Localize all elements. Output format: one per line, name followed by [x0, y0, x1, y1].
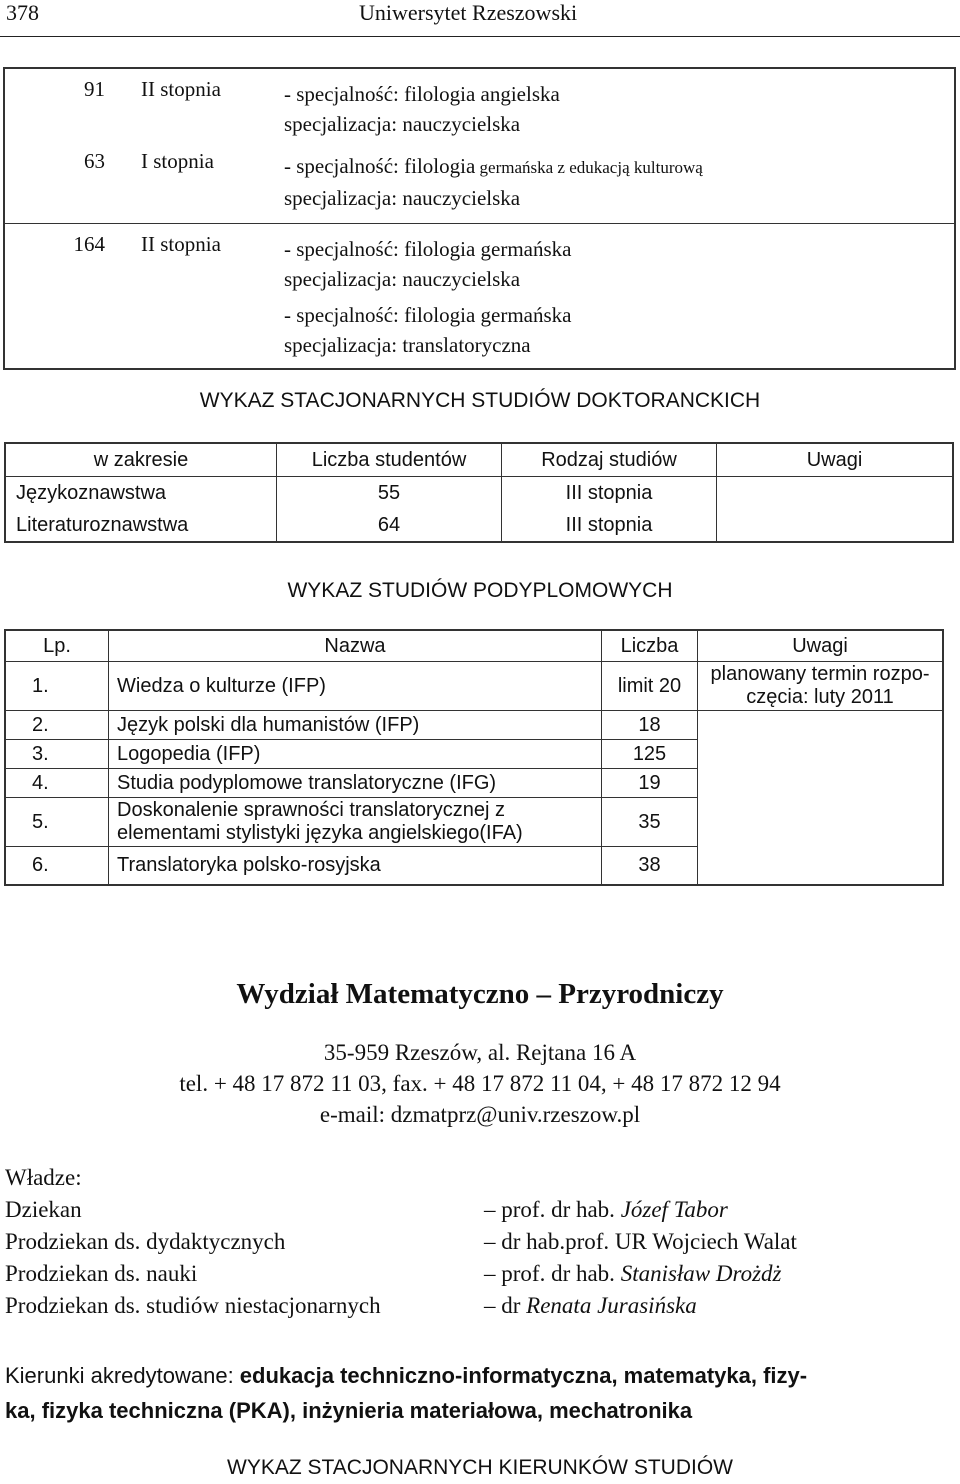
accredited-label: Kierunki akredytowane: — [5, 1363, 240, 1388]
doctoral-heading: WYKAZ STACJONARNYCH STUDIÓW DOKTORANCKICH — [199, 389, 761, 412]
page-header — [0, 0, 960, 37]
faculty-address: 35-959 Rzeszów, al. Rejtana 16 A — [323, 1040, 637, 1065]
table-row — [5, 477, 953, 510]
specialization-line: specjalizacja: nauczycielska — [284, 112, 521, 136]
authority-person — [484, 1261, 782, 1287]
postgrad-heading: WYKAZ STUDIÓW PODYPLOMOWYCH — [287, 579, 673, 602]
authority-person — [484, 1197, 728, 1223]
table-cell: Literaturoznawstwa — [5, 509, 277, 542]
authority-name: Wojciech Walat — [652, 1229, 797, 1254]
specialization-line: specjalizacja: translatoryczna — [284, 333, 531, 357]
course-count: 35 — [602, 798, 698, 847]
faculty-name: Wydział Matematyczno – Przyrodniczy — [236, 978, 724, 1010]
authority-title: – dr — [484, 1293, 527, 1318]
course-count: 125 — [602, 740, 698, 769]
course-name-line: Doskonalenie sprawności translatorycznej z — [117, 799, 505, 821]
note-line: planowany termin rozpo- — [710, 663, 930, 685]
column-header: Rodzaj studiów — [502, 443, 717, 477]
note-line: częcia: luty 2011 — [746, 686, 894, 708]
specializations-table — [3, 67, 956, 370]
row-number: 5. — [5, 798, 109, 847]
specialization-line-main: - specjalność: filologia — [284, 154, 476, 178]
table-cell: III stopnia — [502, 477, 717, 510]
empty-cell — [698, 711, 944, 885]
column-header: Uwagi — [717, 443, 954, 477]
specialization-text — [268, 224, 955, 370]
table-header-row — [5, 630, 943, 662]
doctoral-table — [4, 442, 954, 543]
course-count: 19 — [602, 769, 698, 798]
course-name: Translatoryka polsko-rosyjska — [109, 847, 602, 885]
row-number: 2. — [5, 711, 109, 740]
faculty-email: e-mail: dzmatprz@univ.rzeszow.pl — [319, 1102, 641, 1127]
course-name: Wiedza o kulturze (IFP) — [109, 662, 602, 711]
accredited-list: ka, fizyka techniczna (PKA), inżynieria materiałowa, mechatronika — [5, 1398, 693, 1423]
table-row — [5, 662, 943, 711]
course-count: limit 20 — [602, 662, 698, 711]
course-count: 18 — [602, 711, 698, 740]
table-cell: 64 — [277, 509, 502, 542]
row-number: 4. — [5, 769, 109, 798]
specialization-line-small: germańska z edukacją kulturową — [475, 158, 703, 177]
student-count: 164 — [73, 232, 105, 256]
accredited-list: edukacja techniczno-informatyczna, matematyka, fizy- — [239, 1363, 808, 1388]
authority-name: Józef Tabor — [620, 1197, 728, 1222]
postgrad-table — [4, 629, 944, 886]
course-name-line: elementami stylistyki języka angielskiego(IFA) — [117, 822, 523, 844]
table-header-row — [5, 443, 953, 477]
column-header: w zakresie — [5, 443, 277, 477]
authority-role: Dziekan — [5, 1197, 82, 1222]
specialization-text — [268, 68, 955, 141]
specialization-line: specjalizacja: nauczycielska — [284, 186, 521, 210]
student-count: 63 — [4, 141, 123, 224]
row-number: 1. — [5, 662, 109, 711]
course-note — [698, 662, 944, 711]
authority-role: Prodziekan ds. dydaktycznych — [5, 1229, 286, 1254]
study-level: I stopnia — [123, 141, 268, 224]
table-cell: Językoznawstwa — [5, 477, 277, 510]
table-row — [5, 509, 953, 542]
course-name: Logopedia (IFP) — [109, 740, 602, 769]
specialization-line — [284, 151, 954, 183]
authority-person — [484, 1229, 797, 1255]
study-level: II stopnia — [141, 77, 221, 101]
course-name: Studia podyplomowe translatoryczne (IFG) — [109, 769, 602, 798]
page-number: 378 — [6, 0, 39, 25]
specialization-line: - specjalność: filologia germańska — [284, 237, 572, 261]
table-cell: III stopnia — [502, 509, 717, 542]
column-header: Lp. — [5, 630, 109, 662]
specialization-text — [268, 141, 955, 224]
accredited-programs — [5, 1358, 953, 1428]
table-cell — [717, 477, 954, 510]
column-header: Uwagi — [698, 630, 944, 662]
faculty-phone: tel. + 48 17 872 11 03, fax. + 48 17 872 11 04, + 48 17 872 12 94 — [179, 1071, 781, 1096]
specialization-line: - specjalność: filologia germańska — [284, 303, 572, 327]
authority-name: Renata Jurasińska — [526, 1293, 697, 1318]
specialization-line: specjalizacja: nauczycielska — [284, 267, 521, 291]
authority-name: Stanisław Drożdż — [620, 1261, 782, 1286]
authority-role: Prodziekan ds. nauki — [5, 1261, 198, 1286]
table-row — [4, 224, 955, 370]
table-row — [4, 141, 955, 224]
table-cell — [717, 509, 954, 542]
authorities-title: Władze: — [5, 1165, 82, 1190]
row-number: 3. — [5, 740, 109, 769]
column-header: Liczba — [602, 630, 698, 662]
table-cell: 55 — [277, 477, 502, 510]
course-count: 38 — [602, 847, 698, 885]
authority-title: – prof. dr hab. — [484, 1197, 621, 1222]
authority-title: – dr hab.prof. UR — [484, 1229, 653, 1254]
column-header: Liczba studentów — [277, 443, 502, 477]
student-count: 91 — [84, 77, 105, 101]
row-number: 6. — [5, 847, 109, 885]
course-name — [109, 798, 602, 847]
authority-title: – prof. dr hab. — [484, 1261, 621, 1286]
authority-person — [484, 1293, 697, 1319]
programs-heading: WYKAZ STACJONARNYCH KIERUNKÓW STUDIÓW — [227, 1456, 733, 1479]
column-header: Nazwa — [109, 630, 602, 662]
study-level: II stopnia — [141, 232, 221, 256]
running-title: Uniwersytet Rzeszowski — [359, 0, 578, 25]
specialization-line: - specjalność: filologia angielska — [284, 82, 560, 106]
authority-role: Prodziekan ds. studiów niestacjonarnych — [5, 1293, 381, 1318]
course-name: Język polski dla humanistów (IFP) — [109, 711, 602, 740]
table-row — [4, 68, 955, 141]
table-row — [5, 711, 943, 740]
